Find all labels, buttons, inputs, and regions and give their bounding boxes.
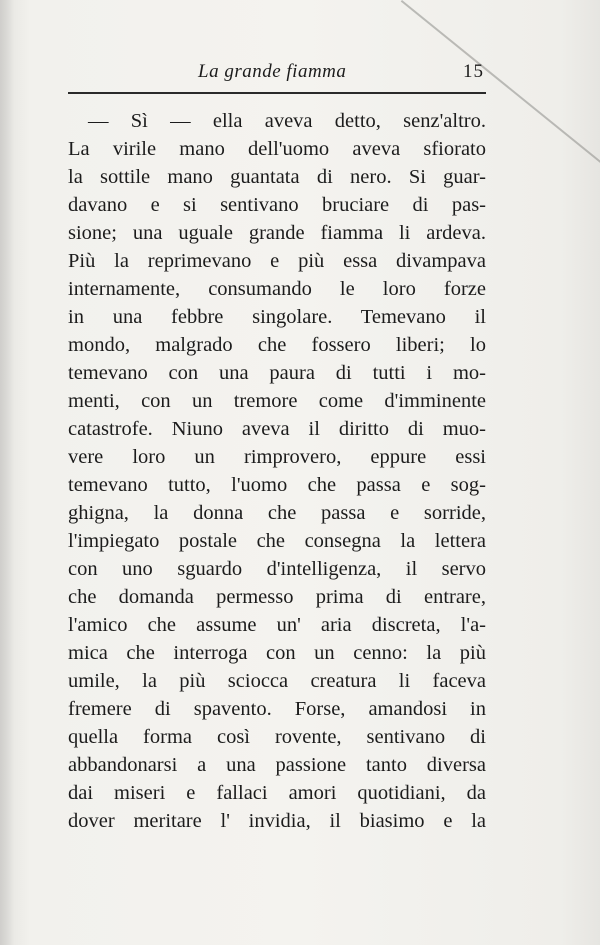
- text-line: dover meritare l' invidia, il biasimo e la: [68, 810, 486, 832]
- text-line: Più la reprimevano e più essa divampava: [68, 250, 486, 272]
- text-line: con uno sguardo d'intelligenza, il servo: [68, 558, 486, 580]
- running-header: [68, 60, 486, 90]
- text-line: temevano con una paura di tutti i mo-: [68, 362, 486, 384]
- text-line: menti, con un tremore come d'imminente: [68, 390, 486, 412]
- text-line: sione; una uguale grande fiamma li ardeva.: [68, 222, 486, 244]
- header-rule: [68, 92, 486, 94]
- text-line: l'impiegato postale che consegna la lettera: [68, 530, 486, 552]
- running-title: La grande fiamma: [198, 61, 347, 82]
- text-line: abbandonarsi a una passione tanto diversa: [68, 754, 486, 776]
- text-line: La virile mano dell'uomo aveva sfiorato: [68, 138, 486, 160]
- body-text: [68, 107, 486, 835]
- text-line: mica che interroga con un cenno: la più: [68, 642, 486, 664]
- text-line: catastrofe. Niuno aveva il diritto di muo-: [68, 418, 486, 440]
- text-line: in una febbre singolare. Temevano il: [68, 306, 486, 328]
- text-line: fremere di spavento. Forse, amandosi in: [68, 698, 486, 720]
- text-line: — Sì — ella aveva detto, senz'altro.: [88, 110, 486, 132]
- text-line: vere loro un rimprovero, eppure essi: [68, 446, 486, 468]
- text-line: l'amico che assume un' aria discreta, l'a-: [68, 614, 486, 636]
- text-line: internamente, consumando le loro forze: [68, 278, 486, 300]
- binding-shadow: [0, 0, 14, 945]
- page-number: 15: [463, 61, 484, 82]
- text-line: quella forma così rovente, sentivano di: [68, 726, 486, 748]
- text-line: dai miseri e fallaci amori quotidiani, da: [68, 782, 486, 804]
- text-line: davano e si sentivano bruciare di pas-: [68, 194, 486, 216]
- text-line: la sottile mano guantata di nero. Si guar-: [68, 166, 486, 188]
- text-line: temevano tutto, l'uomo che passa e sog-: [68, 474, 486, 496]
- text-line: ghigna, la donna che passa e sorride,: [68, 502, 486, 524]
- text-line: mondo, malgrado che fossero liberi; lo: [68, 334, 486, 356]
- text-line: umile, la più sciocca creatura li faceva: [68, 670, 486, 692]
- text-line: che domanda permesso prima di entrare,: [68, 586, 486, 608]
